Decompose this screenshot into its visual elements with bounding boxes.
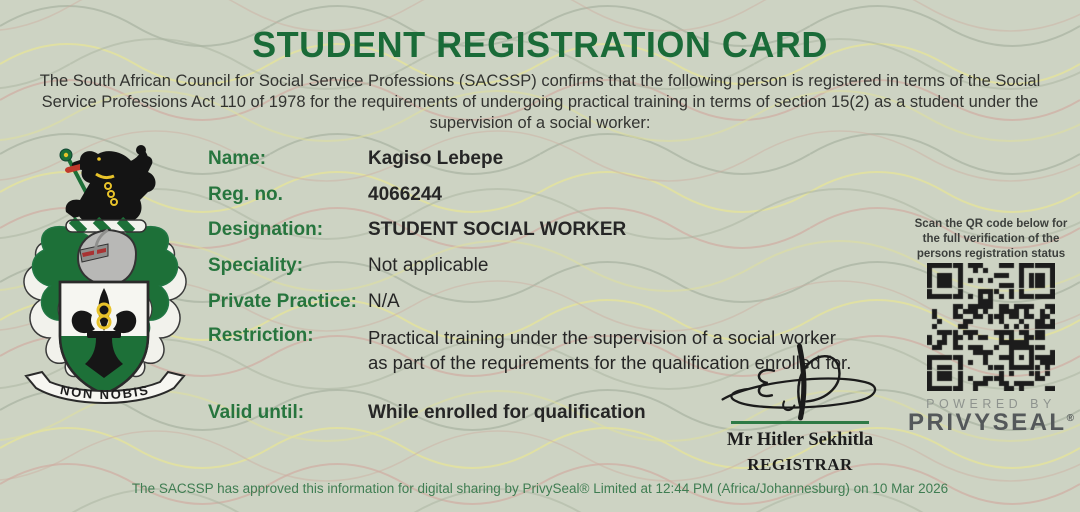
field-row-valid-until — [208, 402, 646, 424]
registrar-name: Mr Hitler Sekhitla — [726, 430, 874, 450]
field-label: Reg. no. — [208, 184, 283, 205]
field-row-speciality — [208, 255, 488, 277]
field-row-reg-no — [208, 184, 442, 206]
qr-code — [927, 263, 1055, 391]
powered-by-label: POWERED BY — [926, 397, 1056, 411]
signature-underline — [731, 421, 869, 424]
coat-of-arms — [10, 140, 200, 425]
lion-crest — [65, 145, 156, 222]
footer-approval-note: The SACSSP has approved this information for digital sharing by PrivySeal® Limited at 12:44 PM (Africa/Johannesburg) on 10 Mar 2026 — [131, 481, 949, 496]
privyseal-wordmark: PRIVYSEAL — [908, 409, 1067, 436]
field-row-designation — [208, 219, 626, 241]
privyseal-logo — [881, 409, 1080, 437]
field-label: Valid until: — [208, 402, 305, 423]
helmet — [78, 230, 136, 284]
field-value: STUDENT SOCIAL WORKER — [368, 219, 627, 240]
registrar-block — [698, 429, 902, 475]
field-value: Kagiso Lebepe — [368, 148, 504, 169]
crest-motto: NON NOBIS — [58, 381, 152, 403]
registrar-signature-image — [712, 342, 887, 424]
intro-text: The South African Council for Social Service Professions (SACSSP) confirms that the following person is registered in terms of the Social Service Professions Act 110 of 1978 for the requirements of undergoing practical training in terms of section 15(2) as a student under the supervision of a social worker: — [39, 72, 1041, 133]
field-value: Not applicable — [368, 255, 489, 276]
registered-mark: ® — [1066, 413, 1074, 424]
field-label: Private Practice: — [208, 291, 357, 312]
field-row-private-practice — [208, 291, 400, 313]
field-label: Restriction: — [208, 325, 314, 346]
field-value: While enrolled for qualification — [368, 402, 646, 423]
field-value: N/A — [368, 291, 400, 312]
field-row-name — [208, 148, 503, 170]
restriction-line-1: Practical training under the supervision of a social worker — [368, 327, 836, 348]
page-title: STUDENT REGISTRATION CARD — [252, 24, 828, 65]
field-label: Designation: — [208, 219, 324, 240]
field-value: 4066244 — [368, 184, 442, 205]
registrar-title: REGISTRAR — [747, 455, 853, 474]
field-label: Name: — [208, 148, 267, 169]
restriction-line-2: as part of the requirements for the qualification enrolled for. — [368, 352, 852, 373]
qr-instruction-text: Scan the QR code below for the full verification of the persons registration status — [914, 218, 1068, 261]
field-label: Speciality: — [208, 255, 304, 276]
